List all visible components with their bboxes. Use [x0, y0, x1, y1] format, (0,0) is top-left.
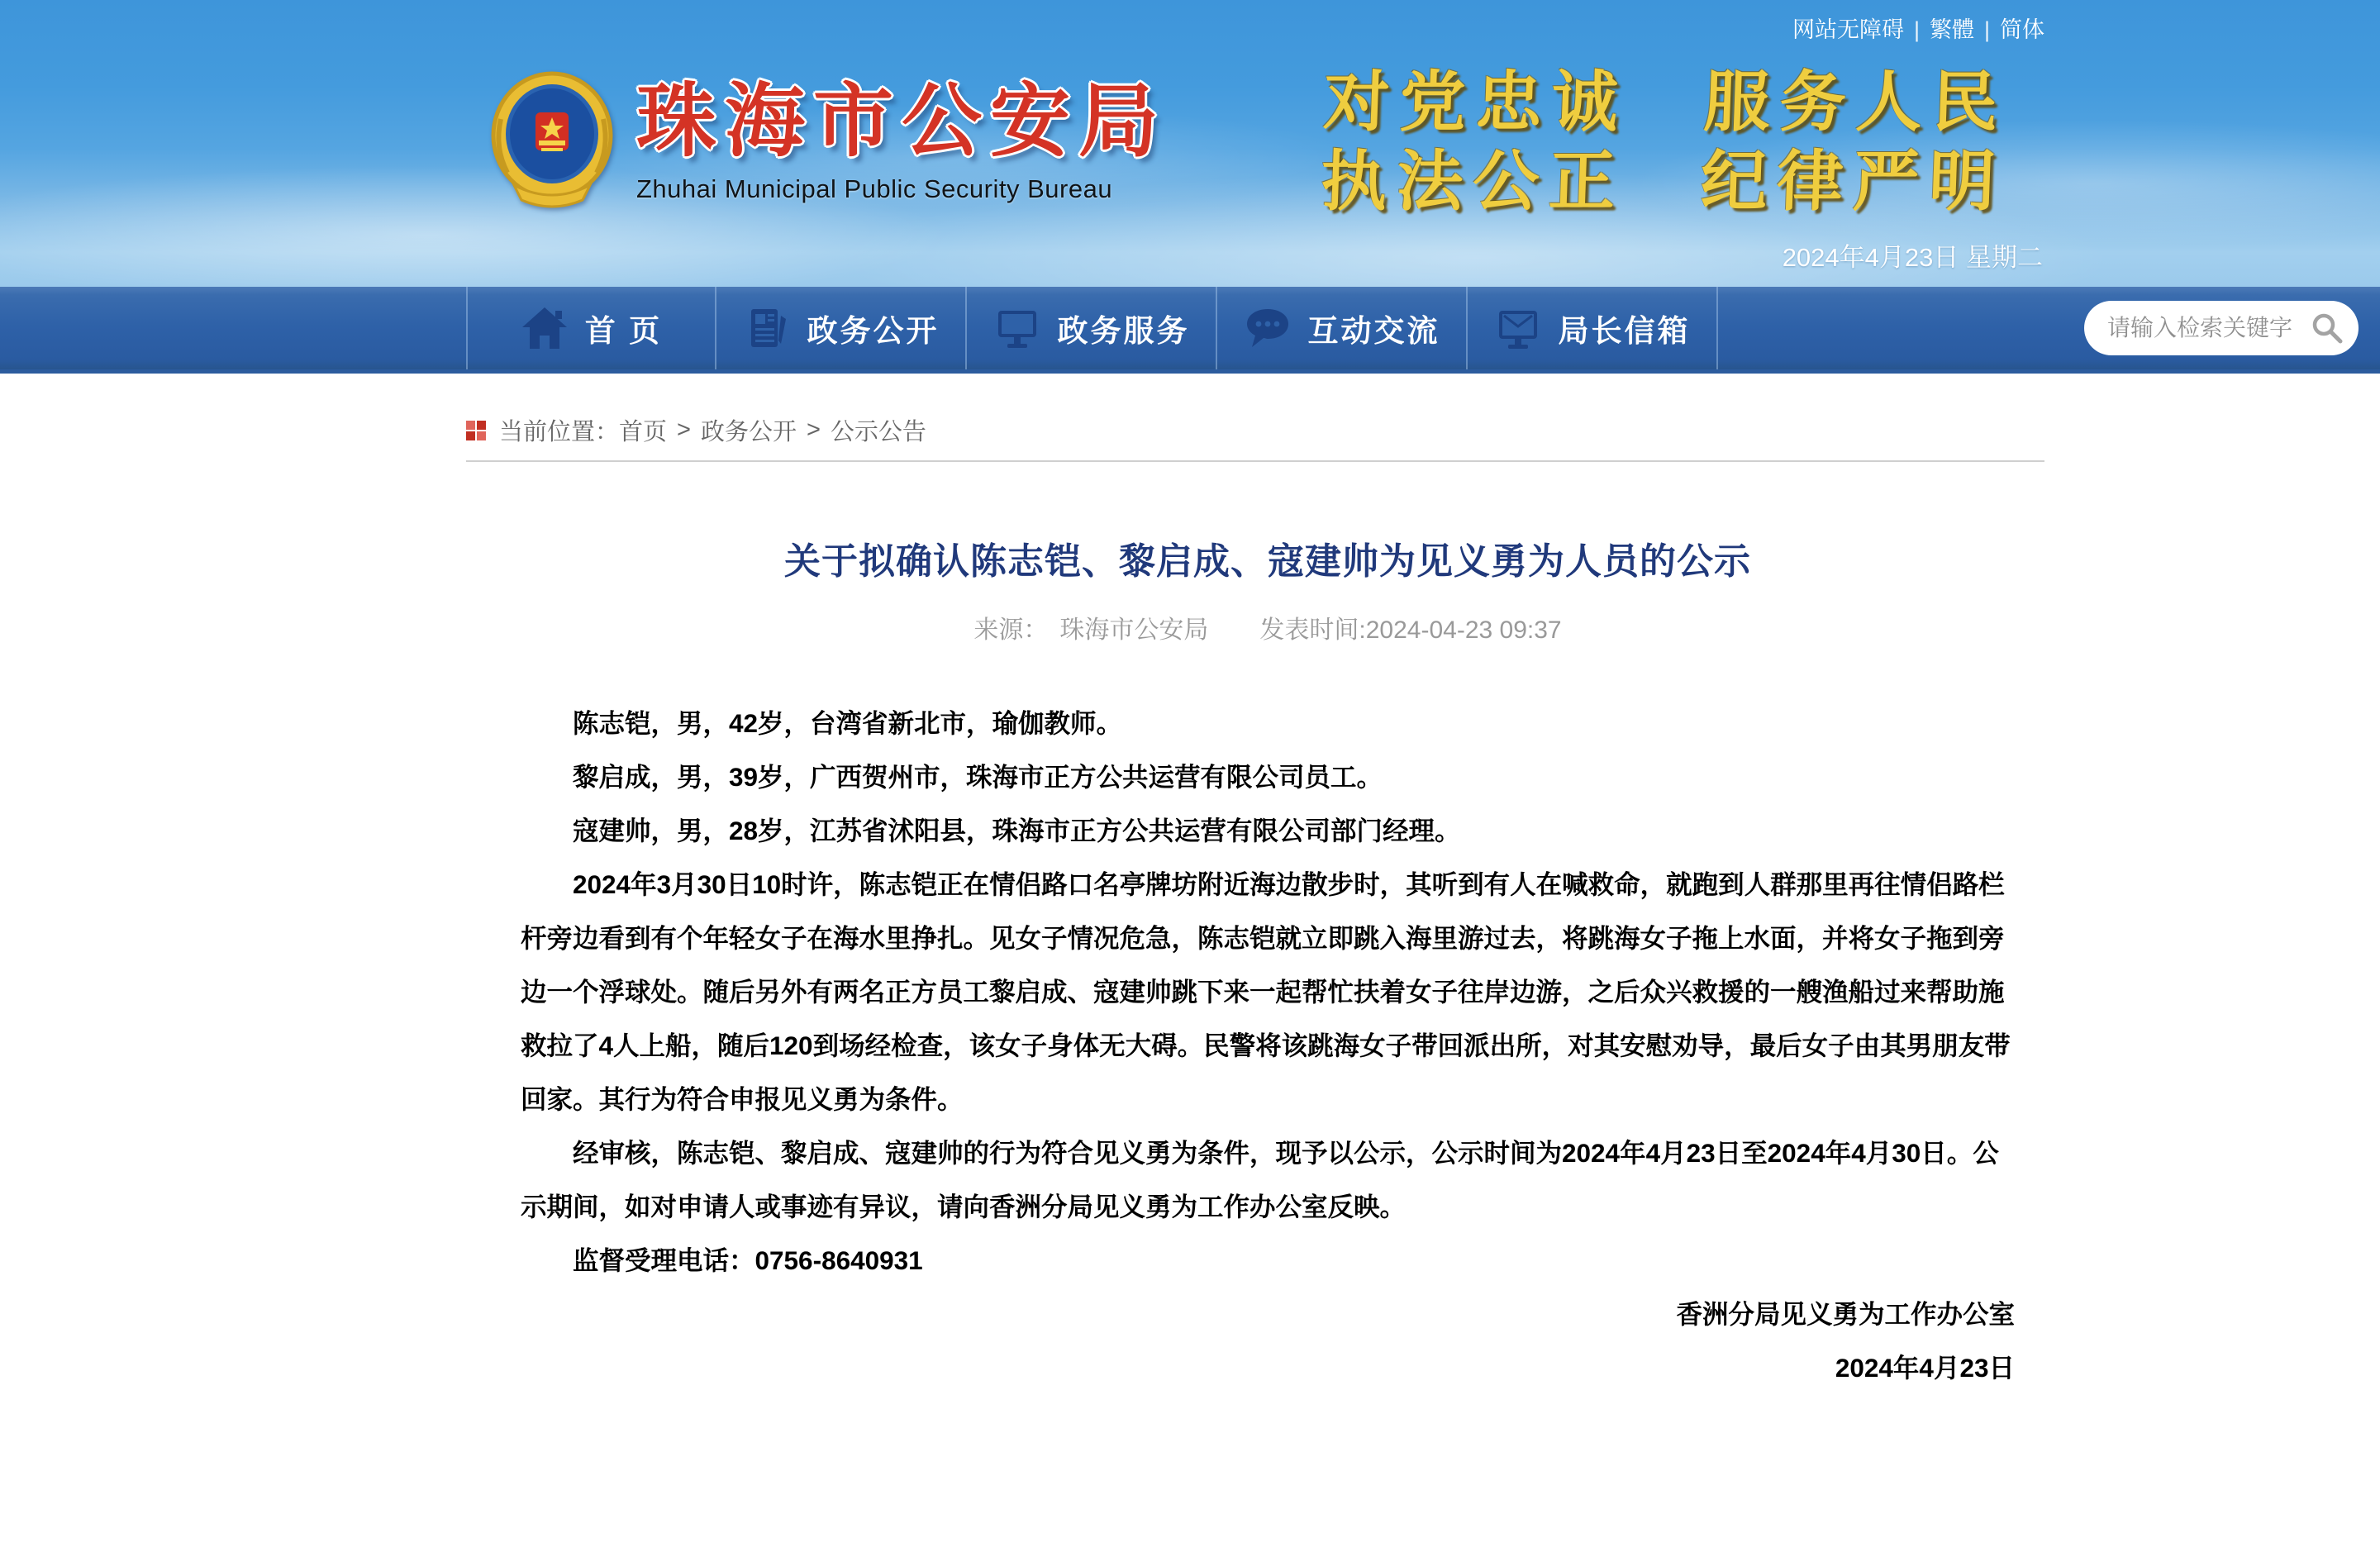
page-content — [466, 374, 2044, 1395]
main-navigation — [0, 287, 2380, 374]
simplified-chinese-link[interactable]: 简体 — [2000, 17, 2044, 42]
header-slogan — [1320, 63, 2010, 221]
paragraph-person-2: 黎启成，男，39岁，广西贺州市，珠海市正方公共运营有限公司员工。 — [573, 762, 1383, 792]
publish-time-label: 发表时间: — [1259, 617, 1366, 644]
nav-label: 政务公开 — [807, 314, 940, 348]
breadcrumb-grid-icon — [466, 421, 486, 440]
top-links-separator: | — [1913, 17, 1920, 42]
breadcrumb-separator: > — [806, 417, 821, 443]
paragraph-incident: 2024年3月30日10时许，陈志铠正在情侣路口名亭牌坊附近海边散步时，其听到有人在喊救命，就跑到人群那里再往情侣路栏杆旁边看到有个年轻女子在海水里挣扎。见女子情况危急，陈志铠就立即跳入海里游过去，将跳海女子拖上水面，并将女子拖到旁边一个浮球处。随后另外有两名正方员工黎启成、寇建帅跳下来一起帮忙扶着女子往岸边游，之后众兴救援的一艘渔船过来帮助施救拉了4人上船，随后120到场经检查，该女子身体无大碍。民警将该跳海女子带回派出所，对其安慰劝导，最后女子由其男朋友带回家。其行为符合申报见义勇为条件。 — [521, 869, 2011, 1114]
accessibility-link[interactable]: 网站无障碍 — [1792, 17, 1904, 42]
breadcrumb-separator: > — [677, 417, 691, 443]
article-meta — [521, 609, 2015, 645]
source-value: 珠海市公安局 — [1059, 617, 1209, 644]
site-title-en: Zhuhai Municipal Public Security Bureau — [636, 174, 1113, 203]
breadcrumb-link-disclosure[interactable]: 政务公开 — [700, 419, 797, 445]
paragraph-person-3: 寇建帅，男，28岁，江苏省沭阳县，珠海市正方公共运营有限公司部门经理。 — [573, 816, 1461, 845]
nav-item-interaction[interactable] — [1217, 287, 1468, 369]
mailbox-monitor-icon — [1494, 304, 1542, 352]
source-label: 来源： — [973, 617, 1049, 644]
site-search — [2084, 301, 2359, 355]
document-icon — [743, 304, 791, 352]
breadcrumb-prefix: 当前位置： — [499, 419, 620, 445]
nav-item-director-mailbox[interactable] — [1468, 287, 1718, 369]
article-title: 关于拟确认陈志铠、黎启成、寇建帅为见义勇为人员的公示 — [784, 541, 1751, 582]
site-header — [0, 0, 2380, 287]
search-icon[interactable] — [2309, 310, 2345, 346]
paragraph-review: 经审核，陈志铠、黎启成、寇建帅的行为符合见义勇为条件，现予以公示，公示时间为2024年4月23日至2024年4月30日。公示期间，如对申请人或事迹有异议，请向香洲分局见义勇为工作办公室反映。 — [521, 1138, 1999, 1221]
nav-item-gov-affairs-disclosure[interactable] — [716, 287, 967, 369]
publish-time-value: 2024-04-23 09:37 — [1365, 617, 1562, 644]
nav-label: 首 页 — [584, 314, 663, 348]
paragraph-hotline: 监督受理电话：0756-8640931 — [573, 1245, 923, 1275]
nav-item-gov-services[interactable] — [967, 287, 1217, 369]
nav-label: 政务服务 — [1057, 314, 1190, 348]
signature-office: 香洲分局见义勇为工作办公室 — [1676, 1299, 2015, 1329]
nav-item-home[interactable] — [466, 287, 716, 369]
breadcrumb — [466, 374, 2044, 447]
site-logo[interactable] — [489, 69, 1167, 210]
signature-date: 2024年4月23日 — [1835, 1353, 2015, 1383]
paragraph-person-1: 陈志铠，男，42岁，台湾省新北市，瑜伽教师。 — [573, 708, 1123, 738]
slogan-line-1: 对党忠诚 服务人民 — [1322, 65, 2010, 139]
nav-label: 互动交流 — [1307, 314, 1440, 348]
top-links-separator: | — [1983, 17, 1990, 42]
traditional-chinese-link[interactable]: 繁體 — [1929, 17, 1974, 42]
article — [466, 531, 2044, 1395]
breadcrumb-divider — [466, 460, 2044, 462]
site-title-cn: 珠海市公安局 — [636, 76, 1167, 166]
top-utility-links — [1792, 12, 2044, 44]
home-icon — [521, 304, 569, 352]
nav-label: 局长信箱 — [1558, 314, 1691, 348]
current-date: 2024年4月23日 星期二 — [1782, 243, 2043, 272]
monitor-icon — [993, 304, 1041, 352]
search-input[interactable] — [2106, 314, 2309, 342]
breadcrumb-link-announcements[interactable]: 公示公告 — [830, 419, 926, 445]
chat-icon — [1244, 304, 1292, 352]
slogan-line-2: 执法公正 纪律严明 — [1319, 145, 2006, 218]
article-body — [521, 697, 2015, 1395]
breadcrumb-link-home[interactable]: 首页 — [619, 419, 668, 445]
police-badge-icon — [489, 69, 615, 210]
